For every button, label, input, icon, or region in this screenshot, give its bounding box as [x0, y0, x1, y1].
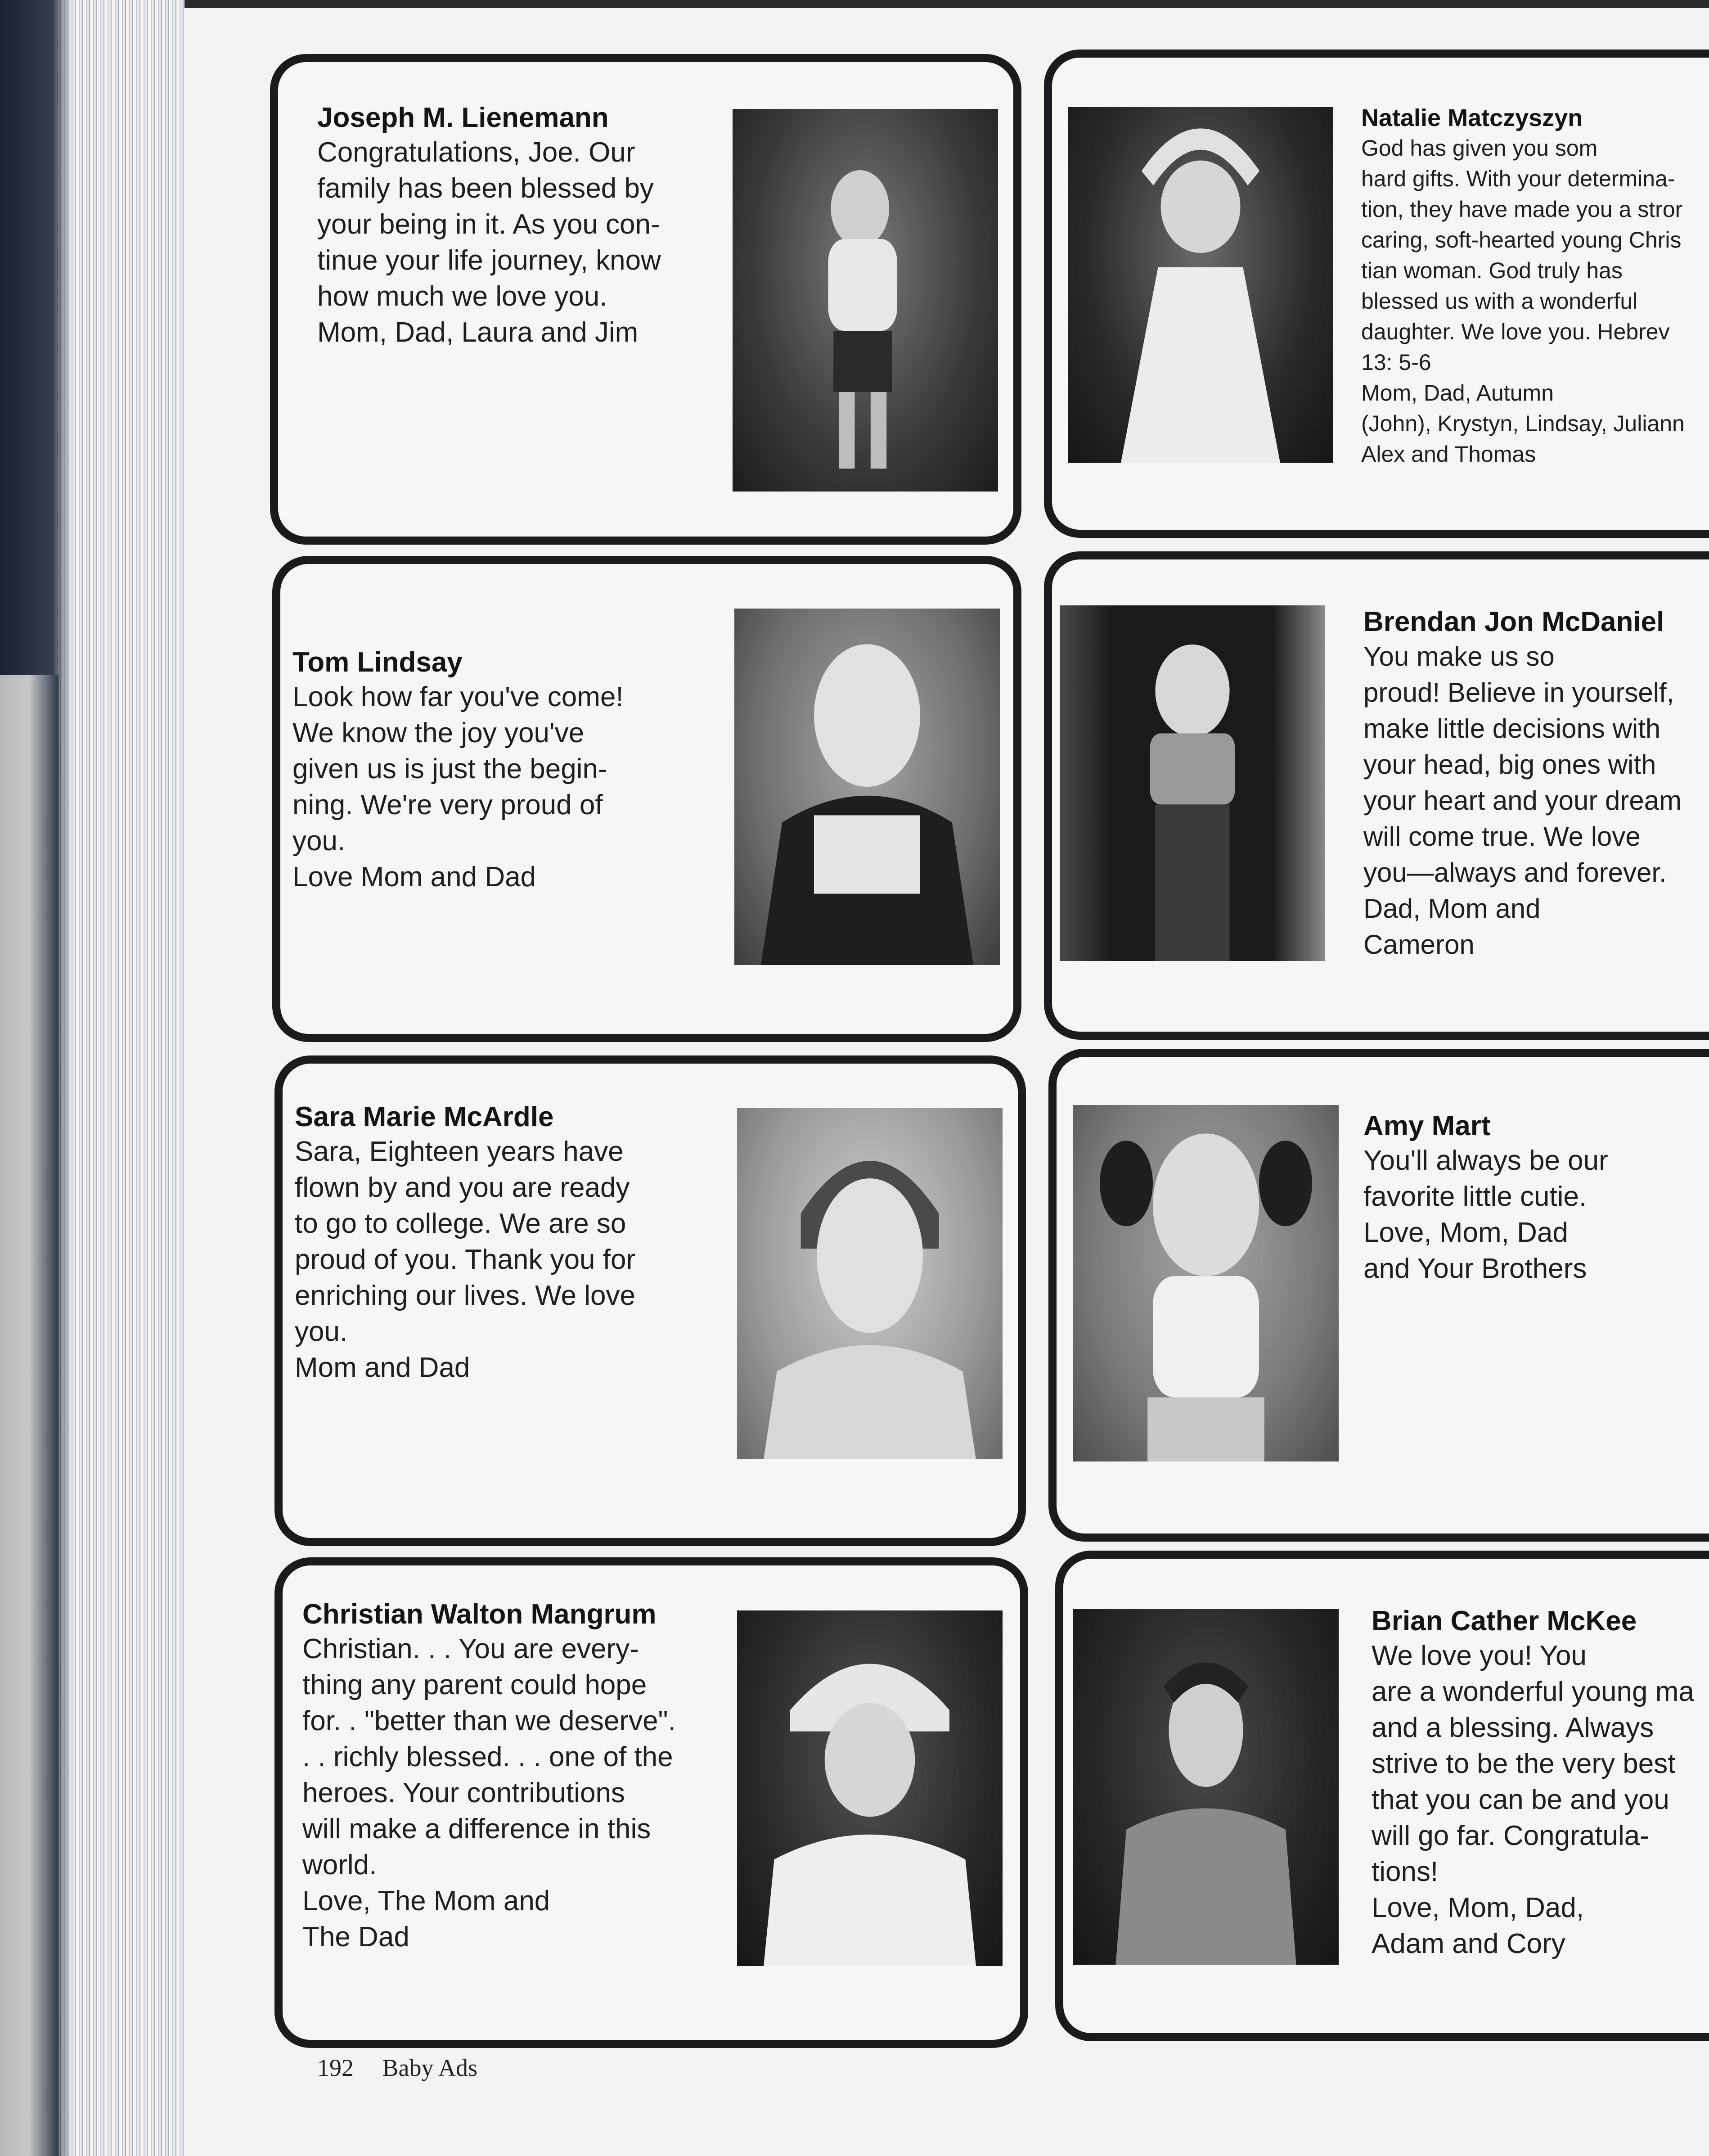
section-name: Baby Ads — [382, 2054, 478, 2081]
page-top-edge — [184, 0, 1709, 8]
ad-name: Christian Walton Mangrum — [302, 1599, 657, 1630]
ad-name: Tom Lindsay — [292, 647, 463, 678]
ad-text — [1363, 1110, 1709, 1335]
ad-text — [292, 646, 720, 916]
ad-text — [295, 1101, 727, 1416]
page-footer — [317, 2054, 477, 2082]
baby-photo — [734, 609, 1000, 965]
baby-photo — [1060, 605, 1325, 961]
baby-photo-figure — [1073, 1105, 1339, 1461]
ad-text — [1363, 605, 1709, 974]
ad-text — [1361, 104, 1709, 473]
baby-photo-figure — [1060, 605, 1325, 961]
ad-name: Amy Mart — [1363, 1110, 1491, 1141]
ad-name: Brian Cather McKee — [1372, 1606, 1637, 1637]
ad-message: Look how far you've come! We know the joy you've given us is just the begin- ning. We're very proud of you. Love Mom and Dad — [292, 681, 624, 893]
ad-name: Sara Marie McArdle — [295, 1101, 554, 1132]
ad-message: Christian. . . You are every- thing any parent could hope for. . "better than we deserve". . . richly blessed. . . one of the heroes. Your contributions will make a difference in this world. Love, The Mom and The Dad — [302, 1633, 676, 1953]
ad-name: Brendan Jon McDaniel — [1363, 606, 1664, 637]
baby-photo-figure — [733, 109, 998, 492]
baby-photo — [1073, 1105, 1339, 1461]
baby-photo-figure — [1068, 107, 1333, 463]
page-number: 192 — [317, 2054, 354, 2081]
baby-photo — [737, 1108, 1003, 1459]
ad-name: Joseph M. Lienemann — [317, 102, 609, 133]
baby-photo-figure — [737, 1108, 1003, 1459]
ad-name: Natalie Matczyszyn — [1361, 104, 1583, 131]
baby-photo — [737, 1610, 1003, 1966]
baby-photo — [1073, 1609, 1339, 1965]
baby-photo — [1068, 107, 1333, 463]
spine-shadow — [0, 675, 58, 2156]
ad-text — [1372, 1605, 1709, 1974]
ad-message: We love you! You are a wonderful young ma and a blessing. Always strive to be the very best that you can be and you will go far. Congratula- tions! Love, Mom, Dad, Adam and Cory — [1372, 1640, 1694, 1960]
ad-message: Congratulations, Joe. Our family has been blessed by your being in it. As you con- tinue your life journey, know how much we love you. Mom, Dad, Laura and Jim — [317, 137, 661, 348]
baby-photo-figure — [737, 1610, 1003, 1966]
page-edges — [54, 0, 184, 2156]
ad-text — [302, 1598, 734, 1967]
baby-photo-figure — [1073, 1609, 1339, 1965]
ad-message: You'll always be our favorite little cutie. Love, Mom, Dad and Your Brothers — [1363, 1145, 1608, 1285]
baby-photo — [733, 109, 998, 492]
baby-photo-figure — [734, 609, 1000, 965]
ad-text — [317, 101, 722, 371]
ad-message: Sara, Eighteen years have flown by and you are ready to go to college. We are so proud of you. Thank you for enriching our lives. We love you. Mom and Dad — [295, 1136, 636, 1384]
ad-message: God has given you som hard gifts. With your determina- tion, they have made you a stror caring, soft-hearted young Chris tian woman. God truly has blessed us with a wonderful daughter. We love you. Hebrev 13: 5-6 Mom, Dad, Autumn (John), Krystyn, Lindsay, Juliann Alex and Thomas — [1361, 135, 1685, 467]
ad-message: You make us so proud! Believe in yourself, make little decisions with your head, big ones with your heart and your dream will come true. We love you—always and forever. Dad, Mom and Cameron — [1363, 641, 1682, 960]
